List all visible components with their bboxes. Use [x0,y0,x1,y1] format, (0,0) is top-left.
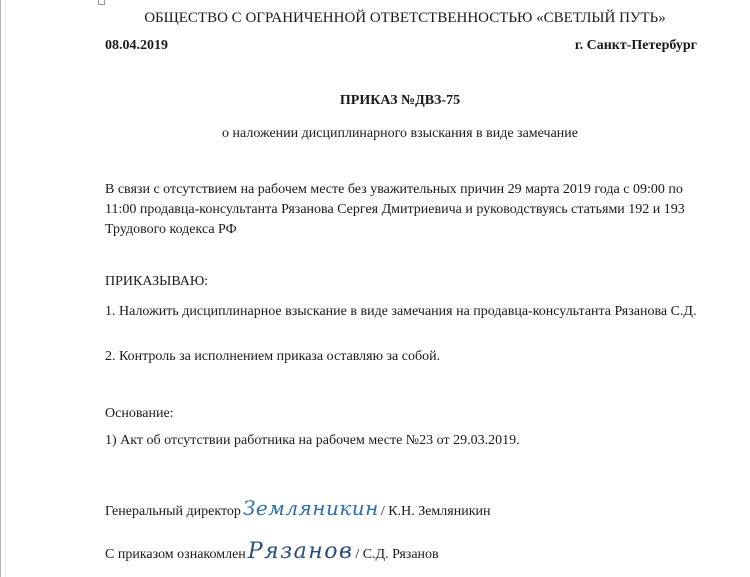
page-edge-line [0,0,1,577]
basis-heading: Основание: [105,406,174,421]
order-title: ПРИКАЗ №ДВЗ-75 [339,93,461,108]
director-printed-name: / К.Н. Земляникин [380,504,491,519]
company-name: ОБЩЕСТВО С ОГРАНИЧЕННОЙ ОТВЕТСТВЕННОСТЬЮ «СВЕТЛЫЙ ПУТЬ» [144,10,666,26]
director-signature-line [105,496,490,520]
acknowledgement-signature-line [105,539,439,564]
order-directive-heading: ПРИКАЗЫВАЮ: [105,274,209,289]
page-margin-guide [5,0,6,577]
basis-item: 1) Акт об отсутствии работника на рабочем месте №23 от 29.03.2019. [105,433,520,448]
employee-handwritten-signature: Рязанов [247,539,354,564]
order-item: 1. Наложить дисциплинарное взыскание в виде замечания на продавца-консультанта Рязанова С.Д. [105,304,697,319]
text-anchor-marker [98,0,105,5]
order-subject: о наложении дисциплинарного взыскания в виде замечание [222,126,578,141]
director-title: Генеральный директор [105,504,241,519]
order-city: г. Санкт-Петербург [574,38,697,53]
order-date: 08.04.2019 [105,38,168,53]
order-item: 2. Контроль за исполнением приказа оставляю за собой. [105,349,441,364]
acknowledgement-label: С приказом ознакомлен [105,547,246,562]
director-handwritten-signature: Земляникин [242,496,379,520]
employee-printed-name: / С.Д. Рязанов [355,547,439,562]
intro-paragraph: В связи с отсутствием на рабочем месте без уважительных причин 29 марта 2019 года с 09:00 по 11:00 продавца-консультанта Рязанова Сергея Дмитриевича и руководствуясь статьями 192 и 193 Трудового кодекса РФ [105,182,685,237]
